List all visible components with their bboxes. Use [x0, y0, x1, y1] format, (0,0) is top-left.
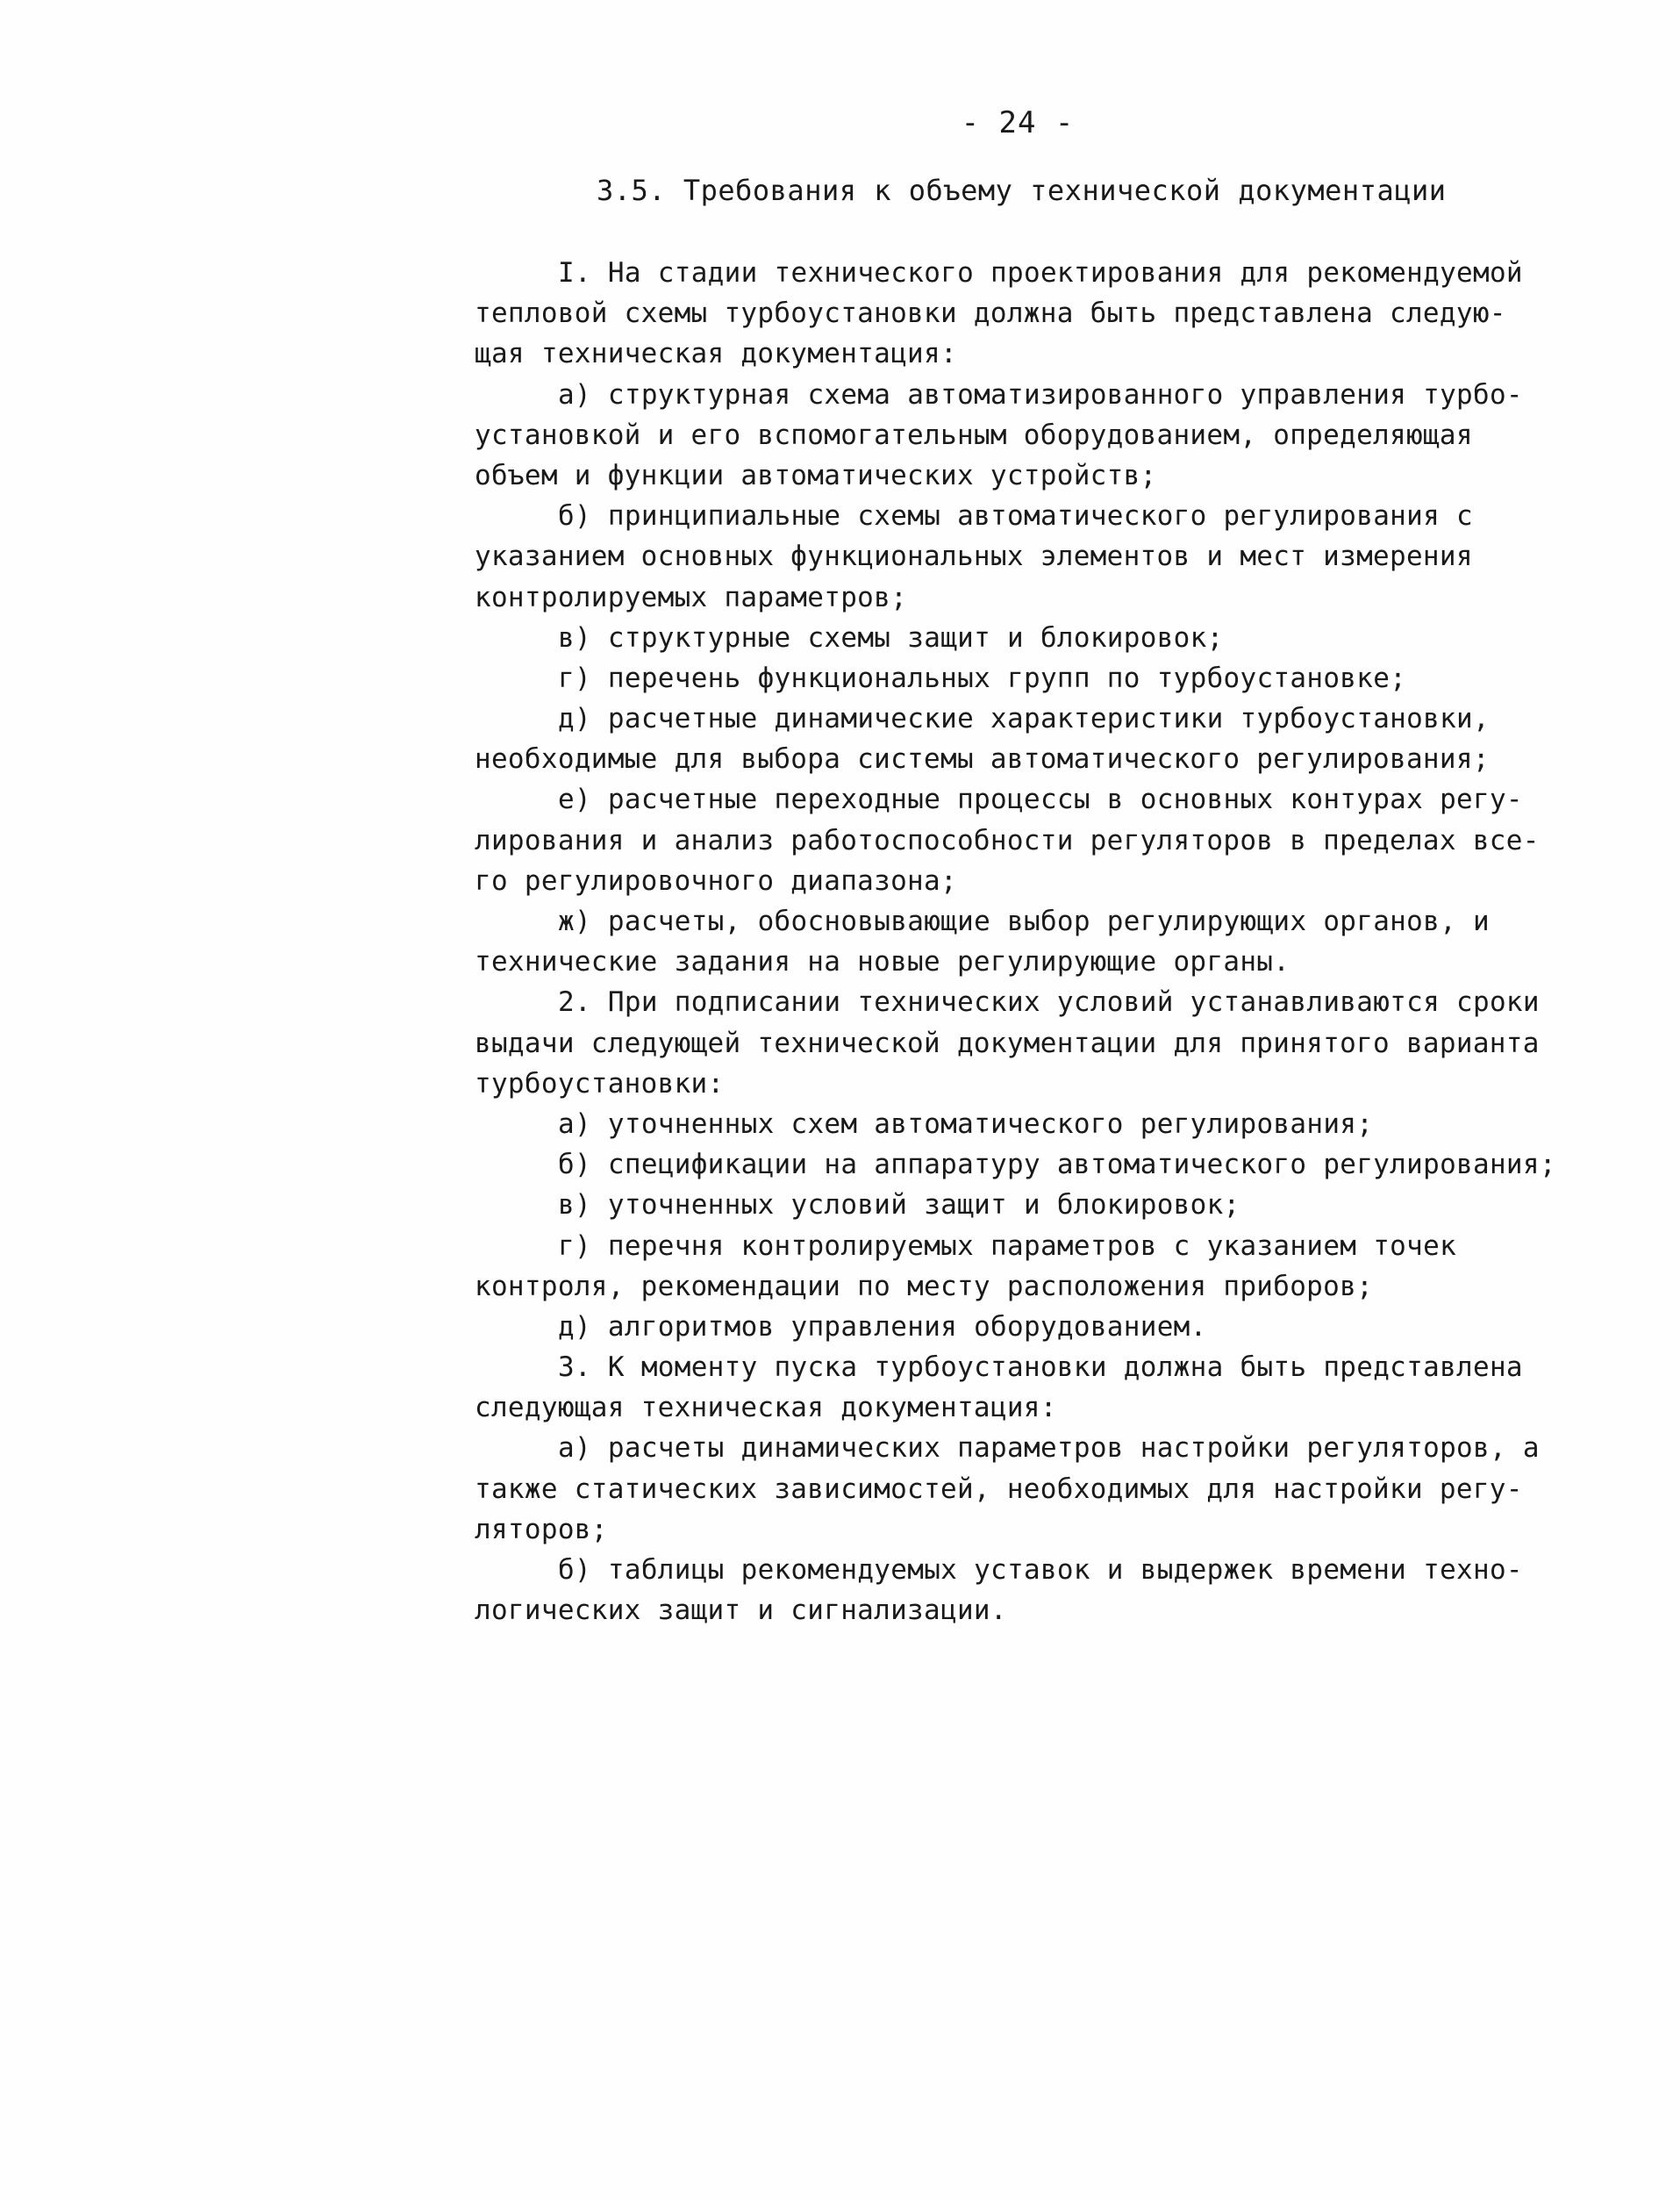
text-line: контролируемых параметров; — [475, 581, 908, 613]
page-number: - 24 - — [961, 105, 1075, 140]
text-line: логических защит и сигнализации. — [475, 1594, 1007, 1627]
text-line: технические задания на новые регулирующие органы. — [475, 946, 1290, 978]
text-line: 3. К моменту пуска турбоустановки должна быть представлена — [558, 1351, 1523, 1384]
text-line: следующая техническая документация: — [475, 1392, 1057, 1424]
text-line: лирования и анализ работоспособности регуляторов в пределах все- — [475, 824, 1540, 856]
text-line: д) расчетные динамические характеристики турбоустановки, — [558, 703, 1490, 735]
text-line: ляторов; — [475, 1513, 608, 1545]
text-line: а) расчеты динамических параметров настройки регуляторов, а — [558, 1432, 1540, 1465]
text-line: г) перечень функциональных групп по турбоустановке; — [558, 662, 1407, 694]
text-line: объем и функции автоматических устройств; — [475, 459, 1157, 491]
text-line: необходимые для выбора системы автоматического регулирования; — [475, 743, 1490, 776]
text-line: б) принципиальные схемы автоматического регулирования с — [558, 500, 1473, 533]
text-line: указанием основных функциональных элементов и мест измерения — [475, 541, 1473, 573]
text-line: а) структурная схема автоматизированного управления турбо- — [558, 378, 1523, 411]
text-line: б) спецификации на аппаратуру автоматического регулирования; — [558, 1149, 1556, 1181]
text-line: в) уточненных условий защит и блокировок; — [558, 1189, 1240, 1222]
document-body — [475, 253, 1562, 1630]
text-line: го регулировочного диапазона; — [475, 864, 957, 897]
text-line: г) перечня контролируемых параметров с указанием точек — [558, 1229, 1457, 1262]
text-line: е) расчетные переходные процессы в основных контурах регу- — [558, 784, 1523, 816]
text-line: в) структурные схемы защит и блокировок; — [558, 621, 1224, 654]
text-line: контроля, рекомендации по месту расположения приборов; — [475, 1270, 1374, 1302]
text-line: I. На стадии технического проектирования для рекомендуемой — [558, 257, 1523, 289]
text-line: турбоустановки: — [475, 1067, 725, 1100]
text-line: ж) расчеты, обосновывающие выбор регулирующих органов, и — [558, 906, 1490, 937]
text-line: а) уточненных схем автоматического регулирования; — [558, 1107, 1374, 1140]
text-line: тепловой схемы турбоустановки должна быть представлена следую- — [475, 297, 1506, 330]
text-line: б) таблицы рекомендуемых уставок и выдержек времени техно- — [558, 1554, 1523, 1586]
text-line: д) алгоритмов управления оборудованием. — [558, 1310, 1207, 1343]
text-line: выдачи следующей технической документации для принятого варианта — [475, 1027, 1540, 1059]
text-line: щая техническая документация: — [475, 338, 957, 370]
text-line: также статических зависимостей, необходимых для настройки регу- — [475, 1473, 1523, 1505]
text-line: установкой и его вспомогательным оборудованием, определяющая — [475, 419, 1473, 451]
text-line: 2. При подписании технических условий устанавливаются сроки — [558, 986, 1540, 1019]
section-title: 3.5. Требования к объему технической документации — [597, 174, 1447, 207]
